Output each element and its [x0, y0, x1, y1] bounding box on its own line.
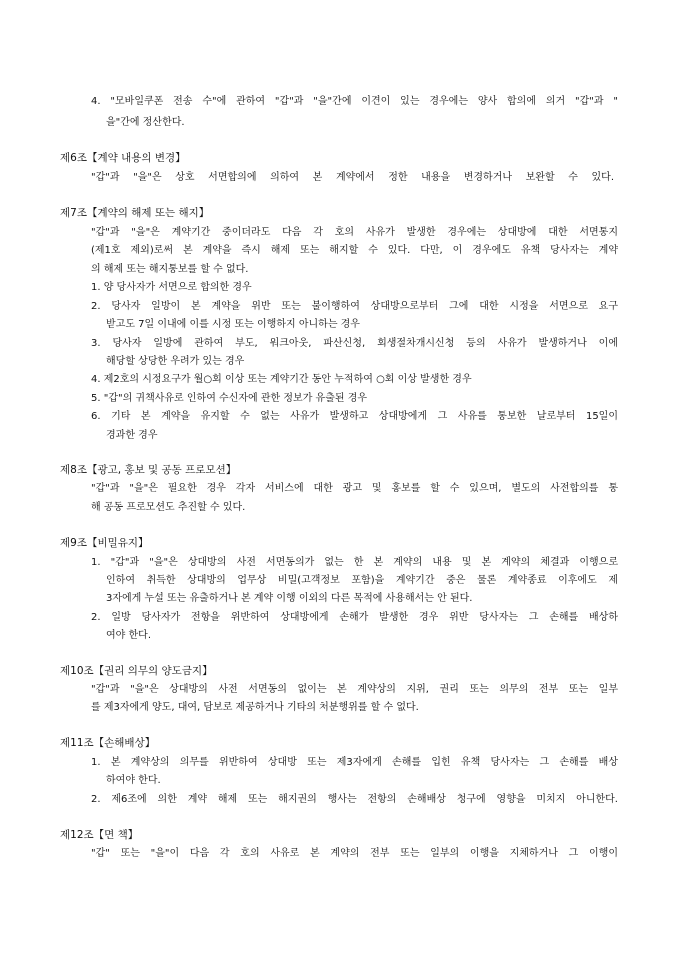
article-11-item-1-line-2: 하여야 한다. — [106, 775, 161, 786]
article-6-body: "갑"과 "을"은 상호 서면합의에 의하여 본 계약에서 정한 내용을 변경하거나 보완할 수 있다. — [91, 172, 614, 183]
article-7-item-2-line-1: 2. 당사자 일방이 본 계약을 위반 또는 불이행하여 상대방으로부터 그에 대한 시정을 서면으로 요구 — [91, 301, 618, 312]
article-7-item-3-line-2: 해당할 상당한 우려가 있는 경우 — [106, 356, 245, 367]
article-7-item-4: 4. 제2호의 시정요구가 월○회 이상 또는 계약기간 동안 누적하여 ○회 이상 발생한 경우 — [91, 374, 472, 385]
article-7-para-line-2: (제1호 제외)로써 본 계약을 즉시 해제 또는 해지할 수 있다. 다만, 이 경우에도 유책 당사자는 계약 — [91, 245, 618, 256]
article-10-line-1: "갑"과 "을"은 상대방의 사전 서면동의 없이는 본 계약상의 지위, 권리 또는 의무의 전부 또는 일부 — [91, 684, 618, 695]
article-9-item-2-line-1: 2. 일방 당사자가 전항을 위반하여 상대방에게 손해가 발생한 경우 위반 당사자는 그 손해를 배상하 — [91, 612, 618, 623]
article-7-item-3-line-1: 3. 당사자 일방에 관하여 부도, 워크아웃, 파산신청, 회생절차개시신청 등의 사유가 발생하거나 이에 — [91, 338, 618, 349]
item-4-line-2: 을"간에 정산한다. — [106, 117, 185, 128]
article-7-item-1: 1. 양 당사자가 서면으로 합의한 경우 — [91, 282, 252, 293]
article-7-para-line-1: "갑"과 "을"은 계약기간 중이더라도 다음 각 호의 사유가 발생한 경우에는 상대방에 대한 서면통지 — [91, 227, 618, 238]
article-8-title: 제8조【광고, 홍보 및 공동 프로모션】 — [60, 464, 237, 476]
article-7-title: 제7조【계약의 해제 또는 해지】 — [60, 207, 210, 219]
article-7-item-6-line-1: 6. 기타 본 계약을 유지할 수 없는 사유가 발생하고 상대방에게 그 사유를 통보한 날로부터 15일이 — [91, 411, 618, 422]
article-8-line-2: 해 공동 프로모션도 추진할 수 있다. — [91, 502, 246, 513]
article-10-line-2: 를 제3자에게 양도, 대여, 담보로 제공하거나 기타의 처분행위를 할 수 없다. — [91, 702, 419, 713]
article-9-item-1-line-2: 인하여 취득한 상대방의 업무상 비밀(고객정보 포함)을 계약기간 중은 물론 계약종료 이후에도 제 — [106, 575, 618, 586]
article-10-title: 제10조【권리 의무의 양도금지】 — [60, 665, 213, 677]
article-8-line-1: "갑"과 "을"은 필요한 경우 각자 서비스에 대한 광고 및 홍보를 할 수 있으며, 별도의 사전합의를 통 — [91, 483, 618, 494]
article-7-item-5: 5. "갑"의 귀책사유로 인하여 수신자에 관한 정보가 유출된 경우 — [91, 393, 368, 404]
item-4-line-1: 4. "모바일쿠폰 전송 수"에 관하여 "갑"과 "을"간에 이견이 있는 경우에는 양사 합의에 의거 "갑"과 " — [91, 96, 618, 107]
article-11-item-1-line-1: 1. 본 계약상의 의무를 위반하여 상대방 또는 제3자에게 손해를 입힌 유책 당사자는 그 손해를 배상 — [91, 757, 618, 768]
article-11-title: 제11조【손해배상】 — [60, 737, 156, 749]
article-6-title: 제6조【계약 내용의 변경】 — [60, 152, 186, 164]
article-9-title: 제9조【비밀유지】 — [60, 537, 149, 549]
article-7-item-2-line-2: 받고도 7일 이내에 이를 시정 또는 이행하지 아니하는 경우 — [106, 319, 360, 330]
article-7-para-line-3: 의 해제 또는 해지통보를 할 수 없다. — [91, 264, 249, 275]
article-12-line-1: "갑" 또는 "을"이 다음 각 호의 사유로 본 계약의 전부 또는 일부의 이행을 지체하거나 그 이행이 — [91, 848, 618, 859]
article-12-title: 제12조【면 책】 — [60, 829, 139, 841]
article-9-item-2-line-2: 여야 한다. — [106, 630, 151, 641]
article-7-item-6-line-2: 경과한 경우 — [106, 430, 158, 441]
article-11-item-2: 2. 제6조에 의한 계약 해제 또는 해지권의 행사는 전항의 손해배상 청구에 영향을 미치지 아니한다. — [91, 794, 618, 805]
article-9-item-1-line-3: 3자에게 누설 또는 유출하거나 본 계약 이행 이외의 다른 목적에 사용해서는 안 된다. — [106, 593, 473, 604]
article-9-item-1-line-1: 1. "갑"과 "을"은 상대방의 사전 서면동의가 없는 한 본 계약의 내용 및 본 계약의 체결과 이행으로 — [91, 557, 618, 568]
